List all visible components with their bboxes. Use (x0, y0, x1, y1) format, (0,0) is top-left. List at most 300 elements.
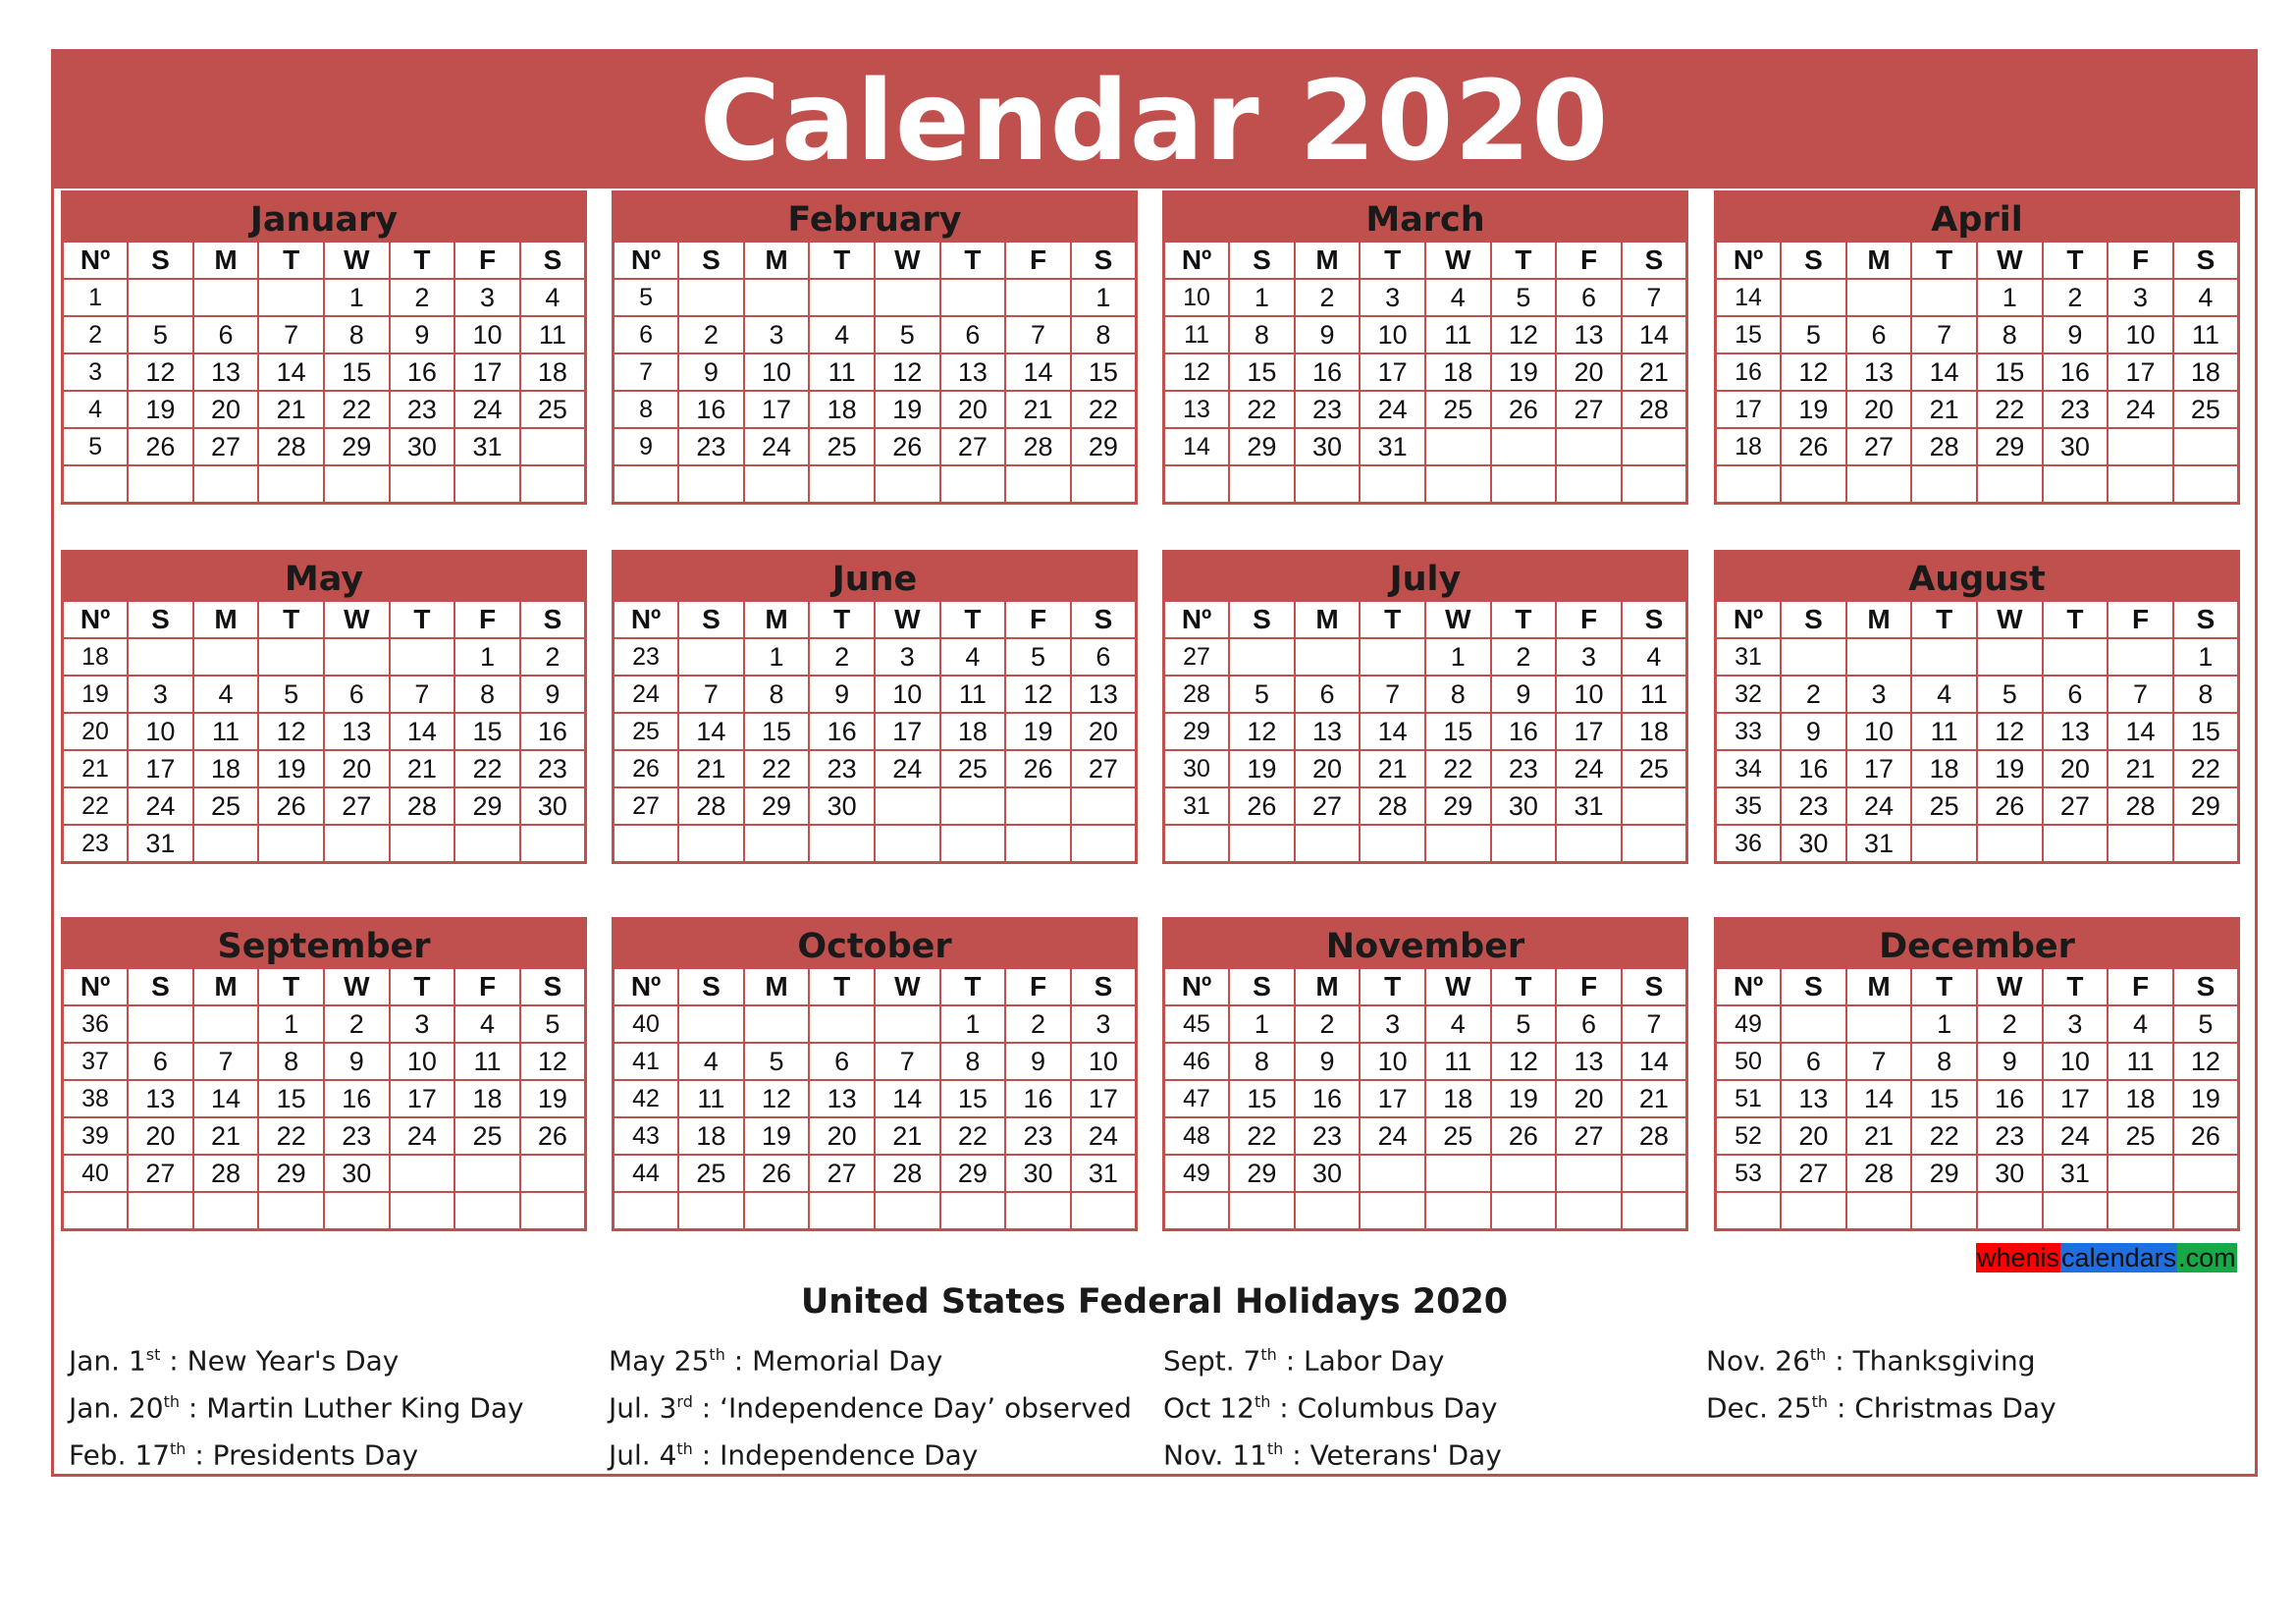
day-cell: 16 (1491, 713, 1557, 750)
week-row (63, 1192, 586, 1230)
day-cell (2173, 1192, 2239, 1230)
day-cell: 28 (1622, 1117, 1687, 1155)
day-cell: 10 (1556, 676, 1622, 713)
day-cell: 19 (1005, 713, 1071, 750)
logo-part-com: .com (2178, 1243, 2236, 1272)
day-cell (1977, 825, 2043, 863)
weekday-header: T (258, 601, 324, 639)
week-number: 44 (614, 1155, 679, 1192)
day-cell (1911, 638, 1977, 676)
day-cell (744, 279, 810, 316)
week-number: 7 (614, 353, 679, 391)
day-cell: 2 (2043, 279, 2109, 316)
week-number: 53 (1716, 1155, 1782, 1192)
week-number: 20 (63, 713, 129, 750)
holiday-date: Feb. 17 (69, 1438, 171, 1472)
holiday-date-suffix: th (1260, 1345, 1277, 1364)
day-cell (454, 465, 520, 504)
day-cell: 17 (1071, 1080, 1137, 1117)
day-cell: 13 (193, 353, 259, 391)
day-cell (2043, 638, 2109, 676)
weekday-header: M (193, 242, 259, 280)
weekday-header: T (1491, 242, 1557, 280)
day-cell: 10 (454, 316, 520, 353)
day-cell: 22 (1229, 391, 1295, 428)
weekday-header: S (520, 968, 586, 1006)
day-cell (1295, 465, 1361, 504)
day-cell (1556, 465, 1622, 504)
day-cell: 11 (2173, 316, 2239, 353)
week-number: 47 (1164, 1080, 1230, 1117)
day-cell: 12 (1781, 353, 1846, 391)
day-cell (1846, 465, 1912, 504)
holiday-item (1163, 1335, 1502, 1382)
day-cell (2173, 825, 2239, 863)
day-cell: 30 (1295, 428, 1361, 465)
day-cell: 4 (2173, 279, 2239, 316)
day-cell (2108, 428, 2173, 465)
day-cell: 11 (1425, 1043, 1491, 1080)
weekday-header: W (875, 968, 940, 1006)
week-number: 15 (1716, 316, 1782, 353)
day-cell (1005, 825, 1071, 863)
day-cell: 21 (1005, 391, 1071, 428)
week-number: 43 (614, 1117, 679, 1155)
day-cell: 6 (1071, 638, 1137, 676)
weekday-header: T (1911, 242, 1977, 280)
day-cell: 31 (454, 428, 520, 465)
month-table (1162, 966, 1688, 1231)
day-cell (2108, 465, 2173, 504)
day-cell: 6 (1295, 676, 1361, 713)
day-cell: 1 (1229, 1005, 1295, 1043)
holiday-date-suffix: th (1811, 1392, 1829, 1411)
day-cell (1005, 279, 1071, 316)
day-cell (1491, 825, 1557, 863)
day-cell: 23 (2043, 391, 2109, 428)
day-cell: 24 (128, 787, 193, 825)
week-number: 37 (63, 1043, 129, 1080)
day-cell: 11 (1425, 316, 1491, 353)
day-cell: 6 (193, 316, 259, 353)
week-row (1164, 1005, 1687, 1043)
weekday-header: F (1556, 601, 1622, 639)
day-cell: 3 (2108, 279, 2173, 316)
day-cell: 23 (1491, 750, 1557, 787)
month-table (612, 966, 1138, 1231)
week-row (63, 825, 586, 863)
weekday-header: M (1295, 242, 1361, 280)
day-cell: 23 (809, 750, 875, 787)
weekday-header: T (809, 242, 875, 280)
day-cell: 5 (1229, 676, 1295, 713)
month-november (1162, 917, 1688, 1231)
weekday-header: T (390, 242, 455, 280)
day-cell: 20 (128, 1117, 193, 1155)
weekday-header: S (678, 242, 744, 280)
week-row (1716, 1043, 2239, 1080)
day-cell: 17 (390, 1080, 455, 1117)
week-number: 13 (1164, 391, 1230, 428)
week-row (1716, 750, 2239, 787)
day-cell: 26 (744, 1155, 810, 1192)
day-cell: 13 (1846, 353, 1912, 391)
holiday-date-suffix: th (170, 1439, 187, 1458)
day-cell: 11 (940, 676, 1006, 713)
day-cell: 1 (1229, 279, 1295, 316)
day-cell: 8 (2173, 676, 2239, 713)
week-number: 36 (63, 1005, 129, 1043)
day-cell: 14 (1622, 316, 1687, 353)
week-row (63, 750, 586, 787)
weekday-header: S (2173, 968, 2239, 1006)
weekday-header: M (1846, 968, 1912, 1006)
day-cell (875, 1005, 940, 1043)
week-number: 50 (1716, 1043, 1782, 1080)
day-cell: 15 (1911, 1080, 1977, 1117)
day-cell (2173, 428, 2239, 465)
day-cell: 27 (128, 1155, 193, 1192)
day-cell: 4 (678, 1043, 744, 1080)
holiday-name: : Presidents Day (186, 1438, 419, 1472)
day-cell: 2 (678, 316, 744, 353)
day-cell (128, 279, 193, 316)
month-name: November (1162, 917, 1688, 966)
day-cell: 6 (1556, 1005, 1622, 1043)
day-cell: 3 (2043, 1005, 2109, 1043)
day-cell: 28 (2108, 787, 2173, 825)
day-cell (744, 1005, 810, 1043)
month-name: June (612, 550, 1138, 599)
day-cell: 22 (454, 750, 520, 787)
day-cell: 22 (2173, 750, 2239, 787)
day-cell: 28 (390, 787, 455, 825)
day-cell (1229, 825, 1295, 863)
month-september (61, 917, 587, 1231)
logo-part-calendars: calendars (2061, 1243, 2177, 1272)
day-cell (1360, 465, 1425, 504)
day-cell: 12 (1229, 713, 1295, 750)
week-row (63, 428, 586, 465)
day-cell: 15 (1071, 353, 1137, 391)
day-cell: 18 (1911, 750, 1977, 787)
week-number: 29 (1164, 713, 1230, 750)
week-number-header: Nº (1716, 601, 1782, 639)
holiday-name: : Martin Luther King Day (180, 1391, 524, 1425)
weekday-header: M (1846, 601, 1912, 639)
day-cell: 26 (1977, 787, 2043, 825)
day-cell: 13 (1556, 316, 1622, 353)
weekday-header: M (744, 601, 810, 639)
day-cell: 20 (809, 1117, 875, 1155)
day-cell (1229, 638, 1295, 676)
day-cell (678, 825, 744, 863)
week-number: 19 (63, 676, 129, 713)
day-cell (390, 825, 455, 863)
week-number: 40 (614, 1005, 679, 1043)
day-cell: 29 (454, 787, 520, 825)
day-cell: 29 (2173, 787, 2239, 825)
holiday-date-suffix: rd (676, 1392, 693, 1411)
day-cell: 24 (1360, 391, 1425, 428)
day-cell: 30 (520, 787, 586, 825)
weekday-header: F (454, 601, 520, 639)
week-row (1716, 279, 2239, 316)
week-number-header: Nº (614, 242, 679, 280)
day-cell: 8 (324, 316, 390, 353)
day-cell: 25 (1911, 787, 1977, 825)
week-number: 16 (1716, 353, 1782, 391)
day-cell: 1 (258, 1005, 324, 1043)
day-cell (1977, 465, 2043, 504)
day-cell (2173, 465, 2239, 504)
day-cell: 24 (1360, 1117, 1425, 1155)
weekday-header: F (2108, 601, 2173, 639)
day-cell: 17 (128, 750, 193, 787)
week-number-header: Nº (614, 968, 679, 1006)
day-cell (875, 825, 940, 863)
day-cell (1556, 1155, 1622, 1192)
weekday-header: T (1911, 601, 1977, 639)
week-number: 2 (63, 316, 129, 353)
day-cell: 19 (1491, 1080, 1557, 1117)
day-cell: 30 (1005, 1155, 1071, 1192)
day-cell: 22 (258, 1117, 324, 1155)
day-cell: 16 (678, 391, 744, 428)
month-name: August (1714, 550, 2240, 599)
week-row (614, 1080, 1137, 1117)
week-number-header: Nº (1164, 242, 1230, 280)
weekday-header: S (1071, 242, 1137, 280)
day-cell: 4 (809, 316, 875, 353)
month-january (61, 190, 587, 505)
week-row (614, 676, 1137, 713)
day-cell (1491, 465, 1557, 504)
day-cell: 22 (1977, 391, 2043, 428)
day-cell: 13 (2043, 713, 2109, 750)
day-cell: 18 (1425, 1080, 1491, 1117)
day-cell (940, 1192, 1006, 1230)
day-cell: 7 (875, 1043, 940, 1080)
week-row (1164, 1192, 1687, 1230)
day-cell (678, 465, 744, 504)
weekday-header: F (1556, 242, 1622, 280)
week-row (1716, 638, 2239, 676)
weekday-header: T (940, 601, 1006, 639)
month-name: May (61, 550, 587, 599)
week-row (63, 465, 586, 504)
day-cell: 26 (258, 787, 324, 825)
week-number: 27 (614, 787, 679, 825)
day-cell: 1 (1071, 279, 1137, 316)
day-cell: 27 (193, 428, 259, 465)
day-cell: 2 (1781, 676, 1846, 713)
day-cell: 16 (390, 353, 455, 391)
weekday-header-row (63, 968, 586, 1006)
day-cell: 18 (809, 391, 875, 428)
day-cell: 3 (1360, 1005, 1425, 1043)
weekday-header: T (940, 968, 1006, 1006)
day-cell: 25 (940, 750, 1006, 787)
day-cell: 8 (744, 676, 810, 713)
day-cell: 7 (1005, 316, 1071, 353)
week-row (1164, 676, 1687, 713)
day-cell: 7 (2108, 676, 2173, 713)
week-row (614, 787, 1137, 825)
day-cell: 10 (1071, 1043, 1137, 1080)
week-number: 39 (63, 1117, 129, 1155)
day-cell: 4 (520, 279, 586, 316)
holiday-item (609, 1335, 1132, 1382)
day-cell: 9 (324, 1043, 390, 1080)
day-cell: 13 (324, 713, 390, 750)
weekday-header: T (809, 968, 875, 1006)
day-cell: 6 (809, 1043, 875, 1080)
day-cell: 18 (940, 713, 1006, 750)
day-cell (520, 428, 586, 465)
day-cell: 19 (1491, 353, 1557, 391)
day-cell: 27 (2043, 787, 2109, 825)
day-cell (258, 825, 324, 863)
week-number: 31 (1716, 638, 1782, 676)
day-cell (809, 1005, 875, 1043)
day-cell: 8 (1911, 1043, 1977, 1080)
day-cell: 1 (324, 279, 390, 316)
day-cell: 24 (1071, 1117, 1137, 1155)
day-cell: 6 (1846, 316, 1912, 353)
day-cell: 14 (1622, 1043, 1687, 1080)
day-cell: 19 (1977, 750, 2043, 787)
week-row (1164, 465, 1687, 504)
day-cell: 7 (1360, 676, 1425, 713)
day-cell (1622, 787, 1687, 825)
day-cell (1005, 787, 1071, 825)
day-cell (1622, 465, 1687, 504)
week-number (1716, 465, 1782, 504)
day-cell: 31 (1846, 825, 1912, 863)
day-cell: 14 (2108, 713, 2173, 750)
day-cell: 10 (1846, 713, 1912, 750)
weekday-header: W (875, 601, 940, 639)
day-cell (2173, 1155, 2239, 1192)
week-row (614, 638, 1137, 676)
day-cell (1005, 465, 1071, 504)
day-cell: 12 (1491, 316, 1557, 353)
holiday-date-suffix: th (676, 1439, 693, 1458)
weekday-header: S (1622, 601, 1687, 639)
day-cell: 14 (875, 1080, 940, 1117)
holiday-name: : New Year's Day (160, 1344, 400, 1378)
weekday-header: T (2043, 242, 2109, 280)
day-cell: 8 (258, 1043, 324, 1080)
day-cell: 9 (1295, 1043, 1361, 1080)
day-cell: 1 (744, 638, 810, 676)
day-cell: 25 (809, 428, 875, 465)
day-cell: 6 (1781, 1043, 1846, 1080)
day-cell: 25 (1425, 1117, 1491, 1155)
day-cell: 30 (1491, 787, 1557, 825)
day-cell: 3 (1360, 279, 1425, 316)
day-cell (454, 1155, 520, 1192)
day-cell: 18 (1622, 713, 1687, 750)
day-cell: 23 (1781, 787, 1846, 825)
week-number: 6 (614, 316, 679, 353)
weekday-header-row (614, 601, 1137, 639)
day-cell (1071, 1192, 1137, 1230)
weekday-header-row (614, 968, 1137, 1006)
day-cell: 10 (390, 1043, 455, 1080)
week-number (614, 1192, 679, 1230)
weekday-header: S (1071, 601, 1137, 639)
day-cell: 16 (1977, 1080, 2043, 1117)
day-cell: 11 (809, 353, 875, 391)
day-cell (1491, 1192, 1557, 1230)
week-row (1164, 279, 1687, 316)
weekday-header: T (390, 968, 455, 1006)
month-table (1714, 966, 2240, 1231)
holiday-date: Jul. 4 (609, 1438, 677, 1472)
day-cell: 1 (1911, 1005, 1977, 1043)
day-cell (128, 1005, 193, 1043)
week-row (1164, 1043, 1687, 1080)
day-cell: 25 (1622, 750, 1687, 787)
day-cell: 17 (1360, 353, 1425, 391)
weekday-header: T (390, 601, 455, 639)
week-number: 9 (614, 428, 679, 465)
day-cell: 9 (1781, 713, 1846, 750)
day-cell (2043, 465, 2109, 504)
day-cell: 26 (875, 428, 940, 465)
weekday-header: S (128, 242, 193, 280)
week-row (614, 1155, 1137, 1192)
day-cell: 18 (520, 353, 586, 391)
day-cell: 27 (1846, 428, 1912, 465)
weekday-header-row (63, 242, 586, 280)
day-cell: 15 (454, 713, 520, 750)
day-cell: 5 (1781, 316, 1846, 353)
day-cell: 31 (128, 825, 193, 863)
week-row (1164, 1080, 1687, 1117)
day-cell: 3 (1846, 676, 1912, 713)
day-cell: 1 (454, 638, 520, 676)
weekday-header: S (678, 968, 744, 1006)
weekday-header: S (128, 601, 193, 639)
week-row (63, 391, 586, 428)
day-cell: 15 (1977, 353, 2043, 391)
week-row (1716, 713, 2239, 750)
day-cell: 7 (1622, 1005, 1687, 1043)
day-cell (1911, 465, 1977, 504)
day-cell (1556, 428, 1622, 465)
holiday-date: May 25 (609, 1344, 710, 1378)
week-row (1716, 1005, 2239, 1043)
day-cell: 17 (1360, 1080, 1425, 1117)
month-name: July (1162, 550, 1688, 599)
day-cell: 7 (193, 1043, 259, 1080)
day-cell: 3 (1556, 638, 1622, 676)
week-row (63, 1080, 586, 1117)
day-cell: 21 (1846, 1117, 1912, 1155)
holiday-name: : ‘Independence Day’ observed (692, 1391, 1132, 1425)
day-cell (1781, 1192, 1846, 1230)
day-cell: 19 (744, 1117, 810, 1155)
day-cell: 23 (678, 428, 744, 465)
day-cell (454, 1192, 520, 1230)
day-cell (324, 825, 390, 863)
week-row (1716, 1155, 2239, 1192)
day-cell: 8 (940, 1043, 1006, 1080)
day-cell: 8 (1071, 316, 1137, 353)
